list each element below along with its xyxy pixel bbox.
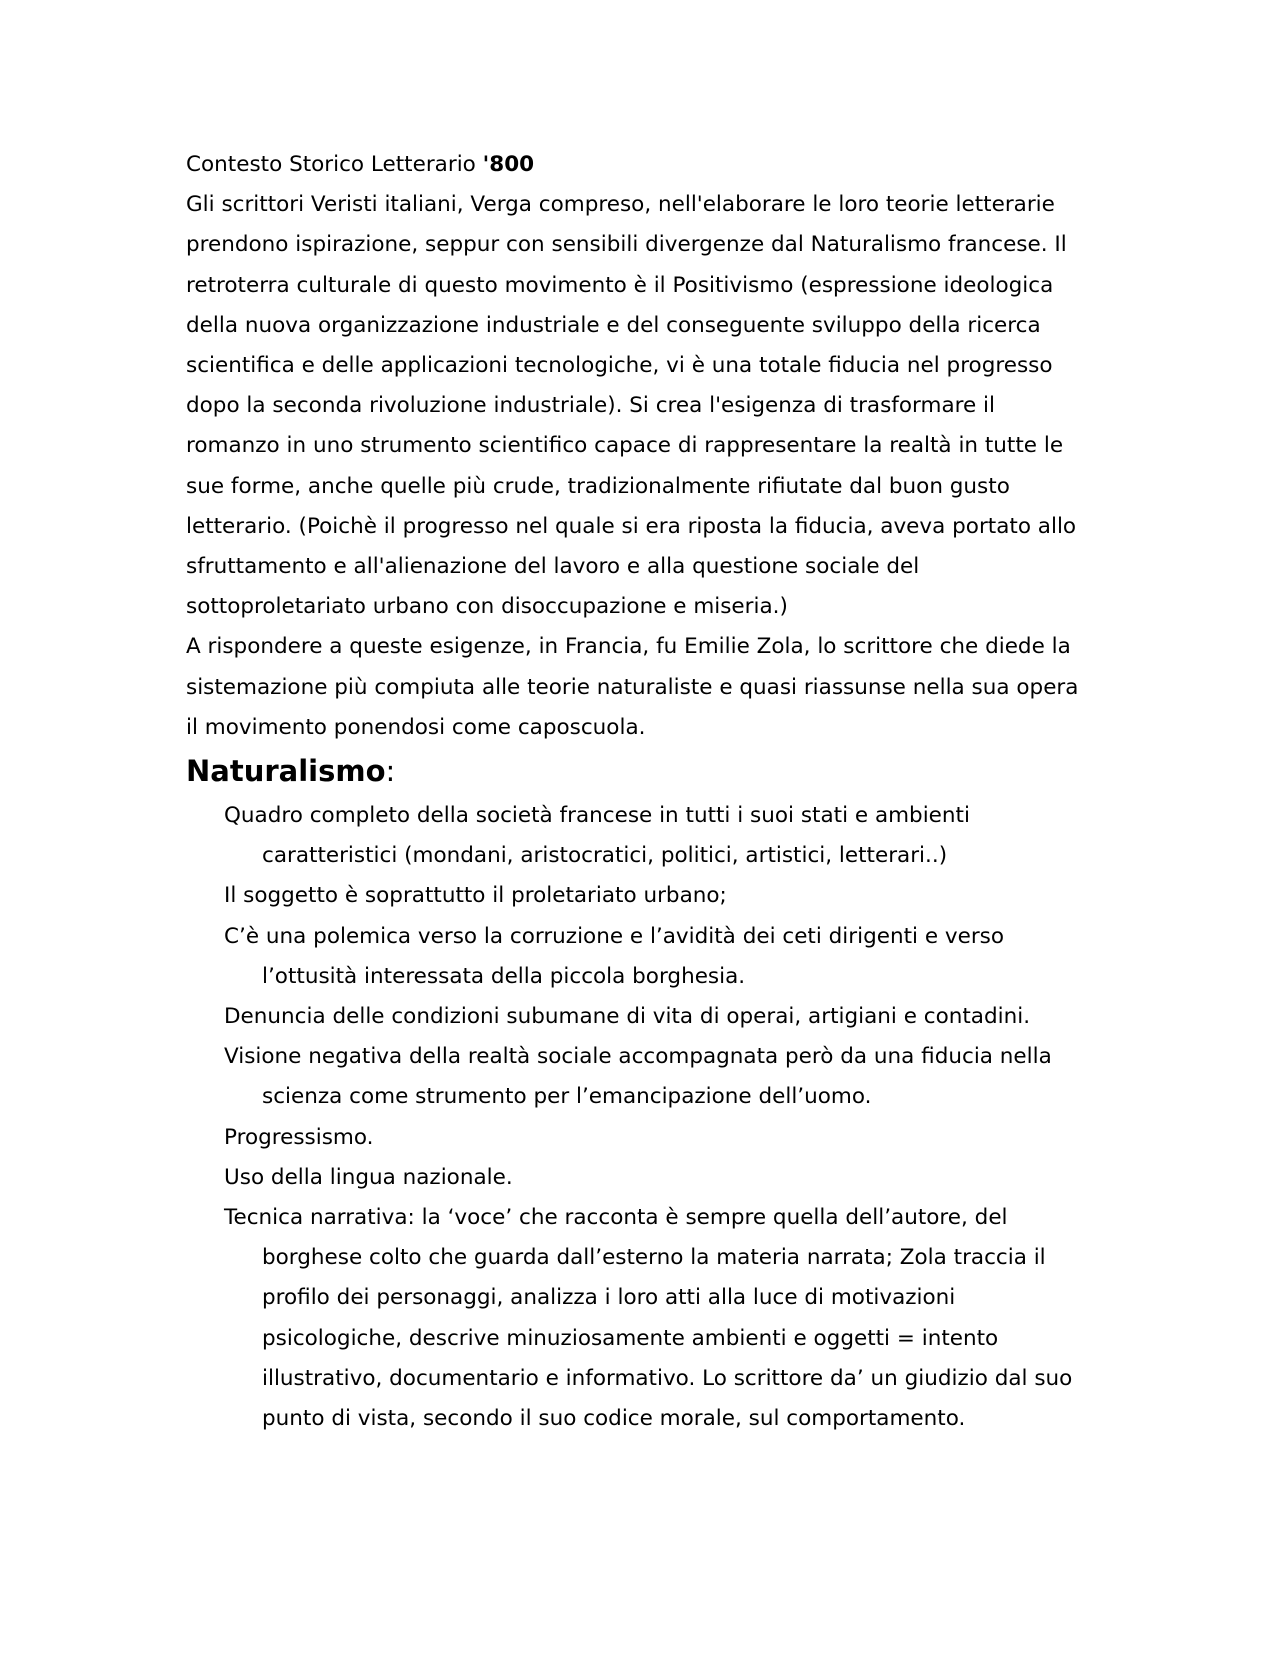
list-item: Visione negativa della realtà sociale accompagnata però da una fiducia nella scienza come strumento per l’emancipazione dell’uomo. <box>224 1044 1052 1110</box>
section-heading-suffix: : <box>385 754 396 789</box>
section-heading <box>186 748 1086 794</box>
list-item: Uso della lingua nazionale. <box>224 1164 513 1190</box>
list-item: Tecnica narrativa: la ‘voce’ che racconta è sempre quella dell’autore, del borghese colto che guarda dall’esterno la materia narrata; Zola traccia il profilo dei personaggi, analizza i loro atti alla luce di motivazioni psicologiche, descrive minuziosamente ambienti e oggetti = intento illustrativo, documentario e informativo. Lo scrittore da’ un giudizio dal suo punto di vista, secondo il suo codice morale, sul comportamento. <box>224 1205 1073 1432</box>
intro-paragraph: A rispondere a queste esigenze, in Francia, fu Emilie Zola, lo scrittore che diede la sistemazione più compiuta alle teorie naturaliste e quasi riassunse nella sua opera il movimento ponendosi come caposcuola. <box>186 634 1079 740</box>
title-regular-text: Contesto Storico Letterario <box>186 152 483 177</box>
document-page <box>186 145 1086 1439</box>
list-item: Progressismo. <box>224 1124 374 1150</box>
section-heading-bold: Naturalismo <box>186 754 386 789</box>
intro-paragraph: Gli scrittori Veristi italiani, Verga compreso, nell'elaborare le loro teorie letterarie prendono ispirazione, seppur con sensibili divergenze dal Naturalismo francese. Il retroterra culturale di questo movimento è il Positivismo (espressione ideologica della nuova organizzazione industriale e del conseguente sviluppo della ricerca scientifica e delle applicazioni tecnologiche, vi è una totale fiducia nel progresso dopo la seconda rivoluzione industriale). Si crea l'esigenza di trasformare il romanzo in uno strumento scientifico capace di rappresentare la realtà in tutte le sue forme, anche quelle più crude, tradizionalmente rifiutate dal buon gusto letterario. (Poichè il progresso nel quale si era riposta la fiducia, aveva portato allo sfruttamento e all'alienazione del lavoro e alla questione sociale del sottoproletariato urbano con disoccupazione e miseria.) <box>186 192 1077 620</box>
document-title <box>186 145 1086 185</box>
title-bold-text: '800 <box>482 152 535 177</box>
list-item: Il soggetto è soprattutto il proletariato urbano; <box>224 883 727 909</box>
list-item: Denuncia delle condizioni subumane di vita di operai, artigiani e contadini. <box>224 1004 1031 1030</box>
list-item: C’è una polemica verso la corruzione e l’avidità dei ceti dirigenti e verso l’ottusità interessata della piccola borghesia. <box>224 923 1005 989</box>
feature-list <box>186 796 1086 1439</box>
intro-section <box>186 185 1086 748</box>
list-item: Quadro completo della società francese in tutti i suoi stati e ambienti caratteristici (mondani, aristocratici, politici, artistici, letterari..) <box>224 803 970 869</box>
